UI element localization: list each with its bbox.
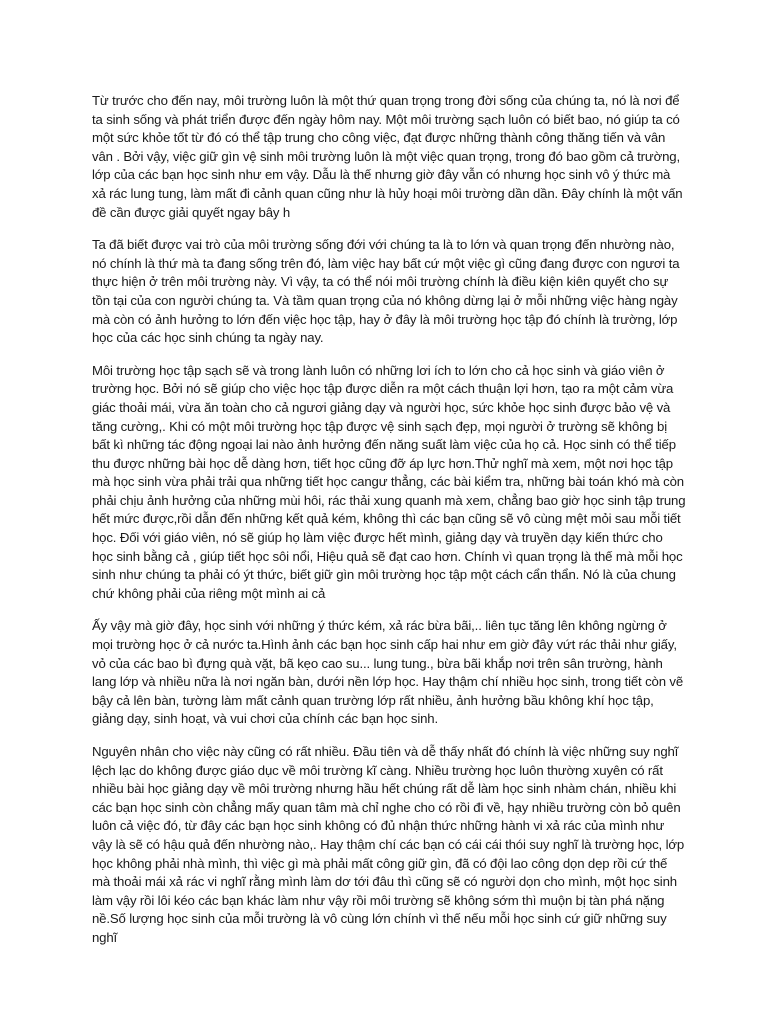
paragraph-1: Từ trước cho đến nay, môi trường luôn là một thứ quan trọng trong đời sống của chúng ta, nó là nơi để ta sinh sống và phát triển được đến ngày hôm nay. Một môi trường sạch luôn có biết bao, nó giúp ta có một sức khỏe tốt từ đó có thể tập trung cho công việc, đạt được những thành công thăng tiến và vân vân . Bởi vậy, việc giữ gìn vệ sinh môi trường luôn là một việc quan trọng, trong đó bao gồm cả trường, lớp của các bạn học sinh như em vậy. Dẫu là thế nhưng giờ đây vẫn có nhưng học sinh vô ý thức mà xả rác lung tung, làm mất đi cảnh quan cũng như là hủy hoại môi trường dần dần. Đây chính là một vấn đề cần được giải quyết ngay bây h: [92, 93, 683, 220]
document-body: [92, 92, 686, 962]
paragraph-5: Nguyên nhân cho việc này cũng có rất nhiều. Đầu tiên và dễ thấy nhất đó chính là việc những suy nghĩ lệch lạc do không được giáo dục về môi trường kĩ càng. Nhiều trường học luôn thường xuyên có rất nhiều bài học giảng dạy về môi trường nhưng hầu hết chúng rất dễ làm học sinh nhàm chán, nhiều khi các bạn học sinh còn chẳng mấy quan tâm mà chỉ nghe cho có rồi đi về, hạy nhiều trường còn bỏ quên luôn cả việc đó, từ đây các bạn học sinh không có đủ nhận thức những hành vi xả rác của mình như vậy là sẽ có hậu quả đến nhường nào,. Hay thậm chí các bạn có cái cái thói suy nghĩ là trường học, lớp học không phải nhà mình, thì việc gì mà phải mất công giữ gìn, đã có đội lao công dọn dẹp rồi cứ thế mà thoải mái xả rác vi nghĩ rằng mình làm dơ tới đâu thì cũng sẽ có người dọn cho mình, một học sinh làm vậy rồi lôi kéo các bạn khác làm như vậy rồi môi trường sẽ không sớm thì muộn bị tàn phá nặng nề.Số lượng học sinh của mỗi trường là vô cùng lớn chính vì thế nếu mỗi học sinh cứ giữ những suy nghĩ: [92, 744, 685, 945]
paragraph-2: Ta đã biết được vai trò của môi trường sống đới với chúng ta là to lớn và quan trọng đến nhường nào, nó chính là thứ mà ta đang sống trên đó, làm việc hay bất cứ một việc gì cũng đang được con ngươi ta thực hiện ở trên môi trường này. Vì vậy, ta có thể nói môi trường chính là điều kiện kiên quyết cho sự tồn tại của con người chúng ta. Và tầm quan trọng của nó không dừng lại ở mỗi những việc hàng ngày mà còn có ảnh hưởng to lớn đến việc học tập, hay ở đây là môi trường học tập đó chính là trường, lớp học của các học sinh chúng ta ngày nay.: [92, 237, 680, 346]
paragraph-3: Môi trường học tập sạch sẽ và trong lành luôn có những lơi ích to lớn cho cả học sinh và giáo viên ở trường học. Bởi nó sẽ giúp cho việc học tập được diễn ra một cách thuận lợi hơn, tạo ra một cảm vừa giác thoải mái, vừa ăn toàn cho cả ngươi giảng dạy và người học, sức khỏe học sinh được bảo vệ và tăng cường,. Khi có một môi trường học tập được vệ sinh sạch đẹp, mọi người ở trường sẽ không bị bất kì những tác động ngoại lai nào ảnh hưởng đến năng suất làm việc của họ cả. Học sinh có thể tiếp thu được những bài học dễ dàng hơn, tiết học cũng đỡ áp lực hơn.Thử nghĩ mà xem, một nơi học tập mà học sinh vừa phải trải qua những tiết học cangư thẳng, các bài kiểm tra, những bài toán khó mà còn phải chịu ảnh hưởng của những mùi hôi, rác thải xung quanh mà xem, chẳng bao giờ học sinh tập trung hết mức được,rồi dẫn đến những kết quả kém, không thì các bạn cũng sẽ vô cùng mệt mỏi sau mỗi tiết học. Đối với giáo viên, nó sẽ giúp họ làm việc được hết mình, giảng dạy và truyền dạy kiến thức cho học sinh bằng cả , giúp tiết học sôi nổi, Hiệu quả sẽ đạt cao hơn. Chính vì quan trọng là thế mà mỗi học sinh như chúng ta phải có ýt thức, biết giữ gìn môi trường học tập một cách cẩn thẩn. Nó là của chung chứ không phải của riêng một mình ai cả: [92, 362, 686, 601]
paragraph-4: Ấy vậy mà giờ đây, học sinh với những ý thức kém, xả rác bừa bãi,.. liên tục tăng lên không ngừng ở mọi trường học ở cả nước ta.Hình ảnh các bạn học sinh cấp hai như em giờ đây vứt rác thải như giấy, vỏ của các bao bì đựng quà vặt, bã kẹo cao su... lung tung., bừa bãi khắp nơi trên sân trường, hành lang lớp và nhiều nữa là nơi ngăn bàn, dưới nền lớp học. Hay thậm chí nhiều học sinh, trong tiết còn vẽ bậy cả lên bàn, tường làm mất cảnh quan trường lớp rất nhiều, ảnh hưởng bầu không khí học tập, giảng dạy, sinh hoạt, và vui chơi của chính các bạn học sinh.: [92, 618, 684, 727]
